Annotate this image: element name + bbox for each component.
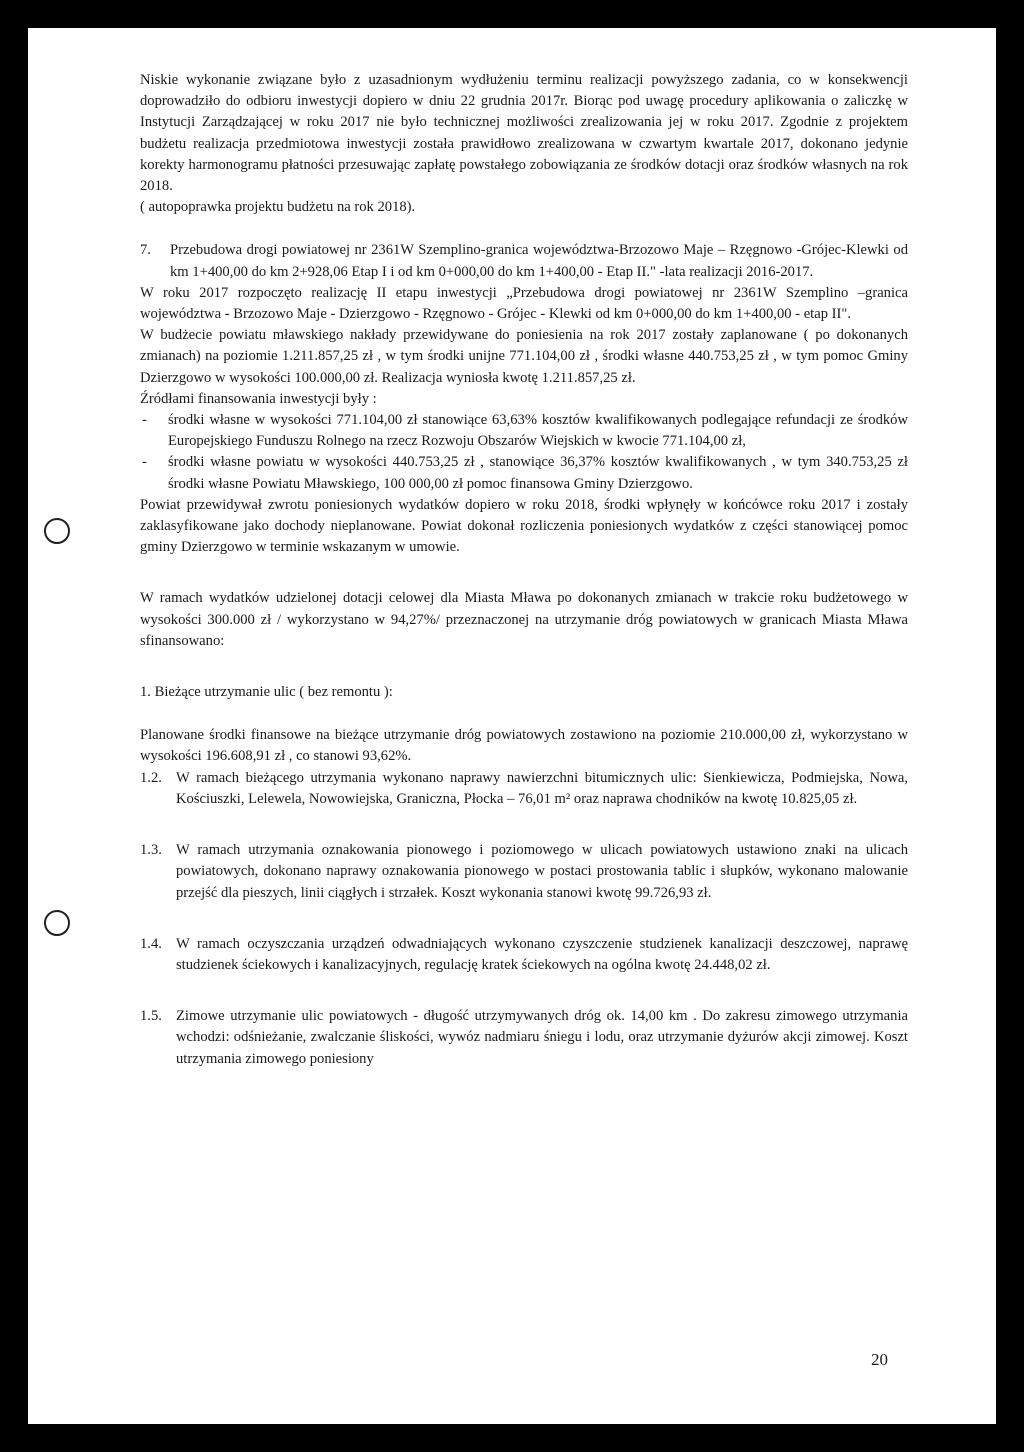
document-page <box>28 28 996 1424</box>
punch-hole-top <box>44 518 70 544</box>
sources-heading: Źródłami finansowania inwestycji były : <box>140 390 377 407</box>
document-content <box>140 70 908 1070</box>
source-item <box>140 410 908 452</box>
punch-hole-bottom <box>44 910 70 936</box>
dash-bullet: - <box>142 412 147 429</box>
subsection-1-3 <box>140 840 908 904</box>
dash-bullet: - <box>142 454 147 471</box>
subsection-text: W ramach oczyszczania urządzeń odwadniających wykonano czyszczenie studzienek kanalizacji deszczowej, naprawę studzienek ściekowych i kanalizacyjnych, regulację kratek ściekowych na ogólna kwotę 24.448,02 zł. <box>176 935 908 973</box>
item-7-paragraph-1: W roku 2017 rozpoczęto realizację II etapu inwestycji „Przebudowa drogi powiatowej nr 2361W Szemplino –granica województwa - Brzozowo Maje - Dzierzgowo - Rzęgnowo - Grójec - Klewki od km 0+000,00 do km 1+400,00 - etap II". <box>140 284 908 323</box>
mlawa-paragraph: W ramach wydatków udzielonej dotacji celowej dla Miasta Mława po dokonanych zmianach w trakcie roku budżetowego w wysokości 300.000 zł / wykorzystano w 94,27%/ przeznaczonej na utrzymanie dróg powiatowych w granicach Miasta Mława sfinansowano: <box>140 590 908 649</box>
subsection-1-2 <box>140 768 908 810</box>
subsection-text: W ramach bieżącego utrzymania wykonano naprawy nawierzchni bitumicznych ulic: Sienkiewicza, Podmiejska, Nowa, Kościuszki, Lelewela, Nowowiejska, Graniczna, Płocka – 76,01 m² oraz naprawa chodników na kwotę 10.825,05 zł. <box>176 769 908 807</box>
item-number: 7. <box>140 242 151 259</box>
item-7-paragraph-3: Powiat przewidywał zwrotu poniesionych wydatków dopiero w roku 2018, środki wpłynęły w końcówce roku 2017 i zostały zaklasyfikowane jako dochody nieplanowane. Powiat dokonał rozliczenia poniesionych wydatków z części stanowiącej pomoc gminy Dzierzgowo w terminie wskazanym w umowie. <box>140 496 908 556</box>
subsection-text: W ramach utrzymania oznakowania pionowego i poziomowego w ulicach powiatowych ustawiono znaki na ulicach powiatowych, dokonano naprawy oznakowania pionowego w postaci prostowania tablic i słupków, wykonano malowanie przejść dla pieszych, linii ciągłych i strzałek. Koszt wykonania stanowi kwotę 99.726,93 zł. <box>176 842 908 901</box>
subsection-number: 1.3. <box>140 842 162 859</box>
source-text: środki własne w wysokości 771.104,00 zł stanowiące 63,63% kosztów kwalifikowanych podlegające refundacji ze środków Europejskiego Funduszu Rolnego na rzecz Rozwoju Obszarów Wiejskich w kwocie 771.104,00 zł, <box>168 412 908 450</box>
item-title: Przebudowa drogi powiatowej nr 2361W Szemplino-granica województwa-Brzozowo Maje – Rzęgnowo -Grójec-Klewki od km 1+400,00 do km 2+928,06 Etap I i od km 0+000,00 do km 1+400,00 - Etap II." -lata realizacji 2016-2017. <box>170 242 908 280</box>
subsection-text: Zimowe utrzymanie ulic powiatowych - długość utrzymywanych dróg ok. 14,00 km . Do zakresu zimowego utrzymania wchodzi: odśnieżanie, zwalczanie śliskości, wywóz nadmiaru śniegu i lodu, oraz utrzymanie dyżurów akcji zimowej. Koszt utrzymania zimowego poniesiony <box>176 1008 908 1067</box>
subsection-1-5 <box>140 1006 908 1070</box>
subsection-number: 1.5. <box>140 1008 162 1025</box>
subsection-1-4 <box>140 934 908 976</box>
source-text: środki własne powiatu w wysokości 440.753,25 zł , stanowiące 36,37% kosztów kwalifikowanych , w tym 340.753,25 zł środki własne Powiatu Mławskiego, 100 000,00 zł pomoc finansowa Gminy Dzierzgowo. <box>168 454 908 492</box>
page-number: 20 <box>871 1350 888 1369</box>
subsection-number: 1.2. <box>140 769 162 786</box>
intro-note: ( autopoprawka projektu budżetu na rok 2018). <box>140 199 416 216</box>
intro-paragraph: Niskie wykonanie związane było z uzasadnionym wydłużeniu terminu realizacji powyższego zadania, co w konsekwencji doprowadziło do odbioru inwestycji dopiero w dniu 22 grudnia 2017r. Biorąc pod uwagę procedury aplikowania o zaliczkę w Instytucji Zarządzającej w roku 2017 nie było technicznej możliwości zrealizowania jej w roku 2017. Zgodnie z projektem budżetu realizacja przedmiotowa inwestycji została prawidłowo zrealizowana w czwartym kwartale 2017, dokonano jedynie korekty harmonogramu płatności przesuwając zapłatę powstałego zobowiązania ze środków dotacji oraz środków własnych na rok 2018. <box>140 72 908 195</box>
item-7-heading <box>140 240 908 282</box>
section-1-paragraph: Planowane środki finansowe na bieżące utrzymanie dróg powiatowych zostawiono na poziomie 210.000,00 zł, wykorzystano w wysokości 196.608,91 zł , co stanowi 93,62%. <box>140 727 908 765</box>
source-item <box>140 452 908 494</box>
item-7-paragraph-2: W budżecie powiatu mławskiego nakłady przewidywane do poniesienia na rok 2017 zostały zaplanowane ( po dokonanych zmianach) na poziomie 1.211.857,25 zł , w tym środki unijne 771.104,00 zł , środki własne 440.753,25 zł , w tym pomoc Gminy Dzierzgowo w wysokości 100.000,00 zł. Realizacja wyniosła kwotę 1.211.857,25 zł. <box>140 327 908 386</box>
section-1-heading: 1. Bieżące utrzymanie ulic ( bez remontu ): <box>140 684 393 701</box>
subsection-number: 1.4. <box>140 935 162 952</box>
